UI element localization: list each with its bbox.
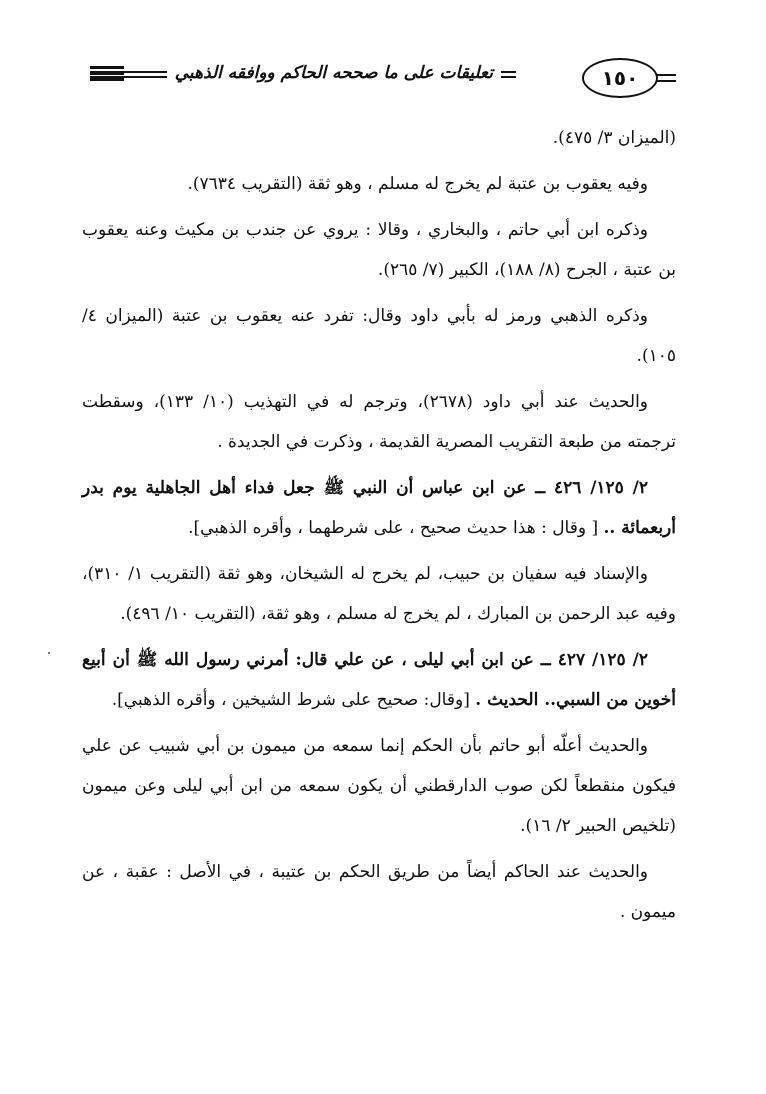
scan-speck (48, 652, 50, 654)
paragraph-abu-dawud: والحديث عند أبي داود (٢٦٧٨)، وترجم له في التهذيب (١٠/ ١٣٣)، وسقطت ترجمته من طبعة التقريب المصرية القديمة ، وذكرت في الجديدة . (82, 392, 676, 452)
hadith-426-comment: [ وقال : هذا حديث صحيح ، على شرطهما ، وأقره الذهبي]. (188, 518, 604, 538)
hadith-427-text: ٢/ ١٢٥/ ٤٢٧ ــ عن ابن أبي ليلى ، عن علي قال: أمرني رسول الله ﷺ أن أبيع أخوين من السبي.. الحديث . (82, 650, 676, 710)
page-body (82, 118, 676, 938)
hadith-427 (82, 640, 676, 720)
paragraph-abu-hatim: والحديث أعلّه أبو حاتم بأن الحكم إنما سمعه من ميمون بن أبي شبيب عن علي فيكون منقطعاً لكن صوب الدارقطني أن يكون سمعه من ابن أبي ليلى وعن ميمون (تلخيص الحبير ٢/ ١٦). (82, 736, 676, 836)
paragraph-mizan-ref: (الميزان ٣/ ٤٧٥). (552, 128, 676, 148)
paragraph-isnad: والإسناد فيه سفيان بن حبيب، لم يخرج له الشيخان، وهو ثقة (التقريب ١/ ٣١٠)، وفيه عبد الرحمن بن المبارك ، لم يخرج له مسلم ، وهو ثقة، (التقريب ١٠/ ٤٩٦). (82, 564, 676, 624)
hadith-427-comment: [وقال: صحيح على شرط الشيخين ، وأقره الذهبي]. (111, 690, 476, 710)
hadith-426-text: ٢/ ١٢٥/ ٤٢٦ ــ عن ابن عباس أن النبي ﷺ جعل فداء أهل الجاهلية يوم بدر أربعمائة .. (82, 478, 676, 538)
page-number: ١٥٠ (582, 58, 658, 98)
paragraph-ibn-abi-hatim: وذكره ابن أبي حاتم ، والبخاري ، وقالا : يروي عن جندب بن مكيث وعنه يعقوب بن عتبة ، الجرح (٨/ ١٨٨)، الكبير (٧/ ٢٦٥). (82, 220, 676, 280)
page-header (90, 58, 676, 98)
hadith-426 (82, 468, 676, 548)
paragraph-hakim: والحديث عند الحاكم أيضاً من طريق الحكم بن عتيبة ، في الأصل : عقبة ، عن ميمون . (82, 862, 676, 922)
running-title: تعليقات على ما صححه الحاكم ووافقه الذهبي (167, 58, 501, 88)
header-ornament-bars (90, 66, 124, 84)
paragraph-dhahabi: وذكره الذهبي ورمز له بأبي داود وقال: تفرد عنه يعقوب بن عتبة (الميزان ٤/ ١٠٥). (82, 306, 676, 366)
paragraph-yaqub: وفيه يعقوب بن عتبة لم يخرج له مسلم ، وهو ثقة (التقريب ٧٦٣٤). (187, 174, 648, 194)
